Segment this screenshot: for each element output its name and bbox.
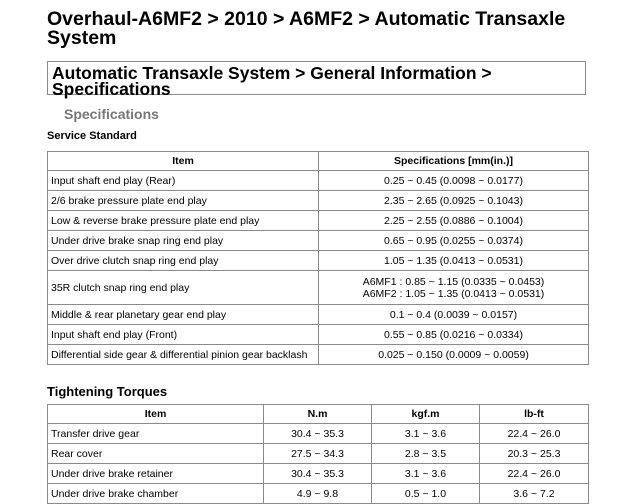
row-spec: 2.25 ~ 2.55 (0.0886 ~ 0.1004) (319, 211, 589, 231)
row-spec: 0.1 ~ 0.4 (0.0039 ~ 0.0157) (319, 305, 589, 325)
table-row (48, 424, 589, 444)
column-header-specifications: Specifications [mm(in.)] (319, 152, 589, 171)
row-lbft: 20.3 ~ 25.3 (480, 444, 589, 464)
table-row (48, 171, 589, 191)
row-item: Transfer drive gear (48, 424, 264, 444)
row-spec-line-a6mf2: A6MF2 : 1.05 ~ 1.35 (0.0413 ~ 0.0531) (362, 287, 545, 300)
row-spec-line-a6mf1: A6MF1 : 0.85 ~ 1.15 (0.0335 ~ 0.0453) (362, 275, 545, 288)
row-spec: 0.025 ~ 0.150 (0.0009 ~ 0.0059) (319, 345, 589, 365)
table-row (48, 345, 589, 365)
row-item: Input shaft end play (Front) (48, 325, 319, 345)
page-title: Overhaul-A6MF2 > 2010 > A6MF2 > Automatic Transaxle System (47, 8, 566, 49)
section-title: Automatic Transaxle System > General Information > Specifications (52, 63, 492, 99)
row-item: Differential side gear & differential pinion gear backlash (48, 345, 319, 365)
column-header-lbft: lb-ft (480, 405, 589, 424)
table-header-row (48, 405, 589, 424)
table-header-row (48, 152, 589, 171)
row-item: Middle & rear planetary gear end play (48, 305, 319, 325)
row-nm: 30.4 ~ 35.3 (264, 464, 372, 484)
row-item: Under drive brake snap ring end play (48, 231, 319, 251)
specifications-subheading: Specifications (64, 106, 159, 122)
tightening-torques-table (47, 404, 589, 504)
row-item: Input shaft end play (Rear) (48, 171, 319, 191)
row-item: Rear cover (48, 444, 264, 464)
row-spec: 1.05 ~ 1.35 (0.0413 ~ 0.0531) (319, 251, 589, 271)
table-row (48, 231, 589, 251)
row-item: 35R clutch snap ring end play (48, 271, 319, 305)
row-item: Over drive clutch snap ring end play (48, 251, 319, 271)
table-row (48, 444, 589, 464)
column-header-kgfm: kgf.m (372, 405, 480, 424)
row-nm: 4.9 ~ 9.8 (264, 484, 372, 504)
row-item: Low & reverse brake pressure plate end play (48, 211, 319, 231)
table-row (48, 271, 589, 305)
table-row (48, 325, 589, 345)
row-lbft: 3.6 ~ 7.2 (480, 484, 589, 504)
row-kgfm: 3.1 ~ 3.6 (372, 464, 480, 484)
section-header-box (47, 61, 586, 99)
table-row (48, 484, 589, 504)
table-row (48, 305, 589, 325)
row-item: Under drive brake retainer (48, 464, 264, 484)
row-spec: 0.25 ~ 0.45 (0.0098 ~ 0.0177) (319, 171, 589, 191)
row-spec: 0.65 ~ 0.95 (0.0255 ~ 0.0374) (319, 231, 589, 251)
row-lbft: 22.4 ~ 26.0 (480, 464, 589, 484)
row-kgfm: 3.1 ~ 3.6 (372, 424, 480, 444)
row-nm: 27.5 ~ 34.3 (264, 444, 372, 464)
column-header-nm: N.m (264, 405, 372, 424)
row-item: 2/6 brake pressure plate end play (48, 191, 319, 211)
table-row (48, 211, 589, 231)
column-header-item: Item (48, 152, 319, 171)
tightening-torques-label: Tightening Torques (47, 384, 168, 399)
row-spec (319, 271, 589, 305)
row-nm: 30.4 ~ 35.3 (264, 424, 372, 444)
row-lbft: 22.4 ~ 26.0 (480, 424, 589, 444)
column-header-item: Item (48, 405, 264, 424)
row-item: Under drive brake chamber (48, 484, 264, 504)
row-spec: 0.55 ~ 0.85 (0.0216 ~ 0.0334) (319, 325, 589, 345)
service-standard-table (47, 151, 589, 365)
table-row (48, 191, 589, 211)
row-kgfm: 0.5 ~ 1.0 (372, 484, 480, 504)
service-standard-label: Service Standard (47, 130, 137, 142)
row-spec: 2.35 ~ 2.65 (0.0925 ~ 0.1043) (319, 191, 589, 211)
table-row (48, 251, 589, 271)
row-kgfm: 2.8 ~ 3.5 (372, 444, 480, 464)
table-row (48, 464, 589, 484)
